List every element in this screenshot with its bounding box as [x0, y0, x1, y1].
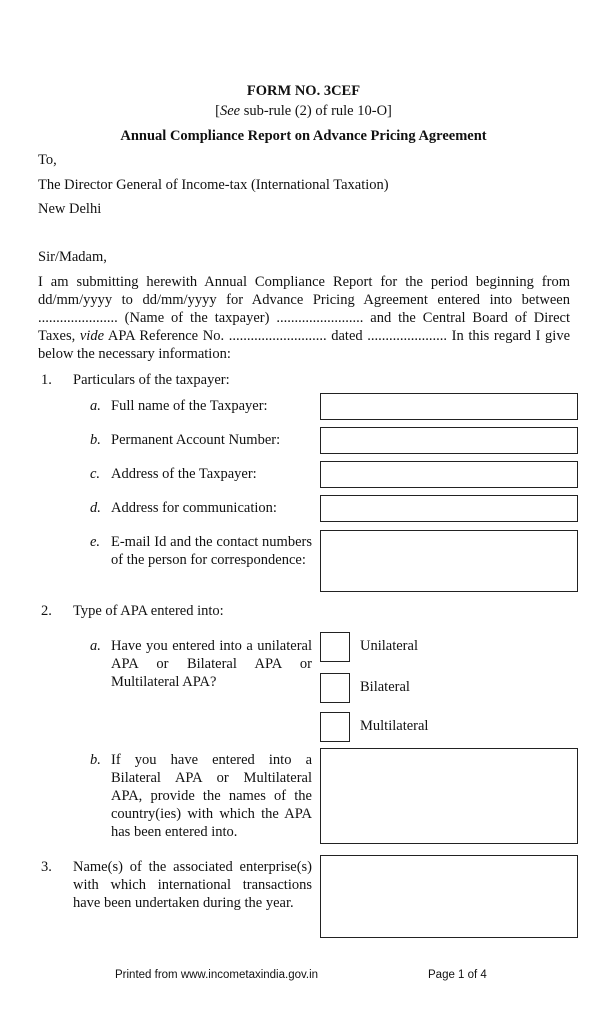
form-number: FORM NO. 3CEF — [246, 83, 361, 99]
intro-paragraph — [38, 273, 570, 363]
footer-page-number: Page 1 of 4 — [428, 969, 487, 981]
item-1b-label: Permanent Account Number: — [111, 432, 281, 448]
pan-field[interactable] — [320, 427, 578, 454]
unilateral-label: Unilateral — [360, 638, 418, 654]
rule-open-bracket: [ — [215, 103, 220, 119]
multilateral-label: Multilateral — [360, 718, 429, 734]
section-1-number: 1. — [41, 372, 52, 388]
item-1b-letter: b. — [90, 432, 101, 448]
address-to: To, — [38, 152, 57, 168]
contact-details-field[interactable] — [320, 530, 578, 592]
item-2a-label: Have you entered into a unilateral APA or Bilateral APA or Multilateral APA? — [111, 638, 312, 690]
item-1a-letter: a. — [90, 398, 101, 414]
section-3-label: Name(s) of the associated enterprise(s) with which international transactions have been undertaken during the year. — [73, 859, 312, 911]
unilateral-checkbox[interactable] — [320, 632, 350, 662]
communication-address-field[interactable] — [320, 495, 578, 522]
item-1d-letter: d. — [90, 500, 101, 516]
item-1c-label: Address of the Taxpayer: — [111, 466, 257, 482]
item-2b-label: If you have entered into a Bilateral APA or Multilateral APA, provide the names of the country(ies) with which the APA has been entered into. — [111, 752, 312, 840]
section-3-number: 3. — [41, 859, 52, 875]
section-2-number: 2. — [41, 603, 52, 619]
item-2b-letter: b. — [90, 752, 101, 768]
intro-text-2: APA Reference No. ........................... dated ...................... In this regard I give below the necessary information: — [38, 328, 571, 362]
rule-reference — [0, 102, 607, 120]
countries-field[interactable] — [320, 748, 578, 844]
intro-text-1: I am submitting herewith Annual Compliance Report for the period beginning from dd/mm/yyyy to dd/mm/yyyy for Advance Pricing Agreement entered into between ...................... (Name of the taxpayer) ........................ and the Central Board of Direct Taxes, — [38, 274, 570, 344]
item-2a-letter: a. — [90, 638, 101, 654]
multilateral-checkbox[interactable] — [320, 712, 350, 742]
item-1d-label: Address for communication: — [111, 500, 277, 516]
form-title: Annual Compliance Report on Advance Pricing Agreement — [120, 128, 487, 144]
item-1e-label: E-mail Id and the contact numbers of the person for correspondence: — [111, 534, 312, 568]
rule-see: See — [219, 103, 241, 119]
item-1a-label: Full name of the Taxpayer: — [111, 398, 268, 414]
salutation: Sir/Madam, — [38, 249, 107, 265]
bilateral-label: Bilateral — [360, 679, 410, 695]
item-1c-letter: c. — [90, 466, 101, 482]
section-2-title: Type of APA entered into: — [73, 603, 224, 619]
bilateral-checkbox[interactable] — [320, 673, 350, 703]
rule-text: sub-rule (2) of rule 10-O] — [240, 103, 392, 119]
taxpayer-address-field[interactable] — [320, 461, 578, 488]
associated-enterprises-field[interactable] — [320, 855, 578, 938]
item-1e-letter: e. — [90, 534, 101, 550]
address-line-2: New Delhi — [38, 201, 102, 217]
intro-vide: vide — [79, 328, 105, 344]
full-name-field[interactable] — [320, 393, 578, 420]
address-line-1: The Director General of Income-tax (International Taxation) — [38, 177, 389, 193]
section-1-title: Particulars of the taxpayer: — [73, 372, 230, 388]
footer-printed-from: Printed from www.incometaxindia.gov.in — [115, 969, 319, 981]
